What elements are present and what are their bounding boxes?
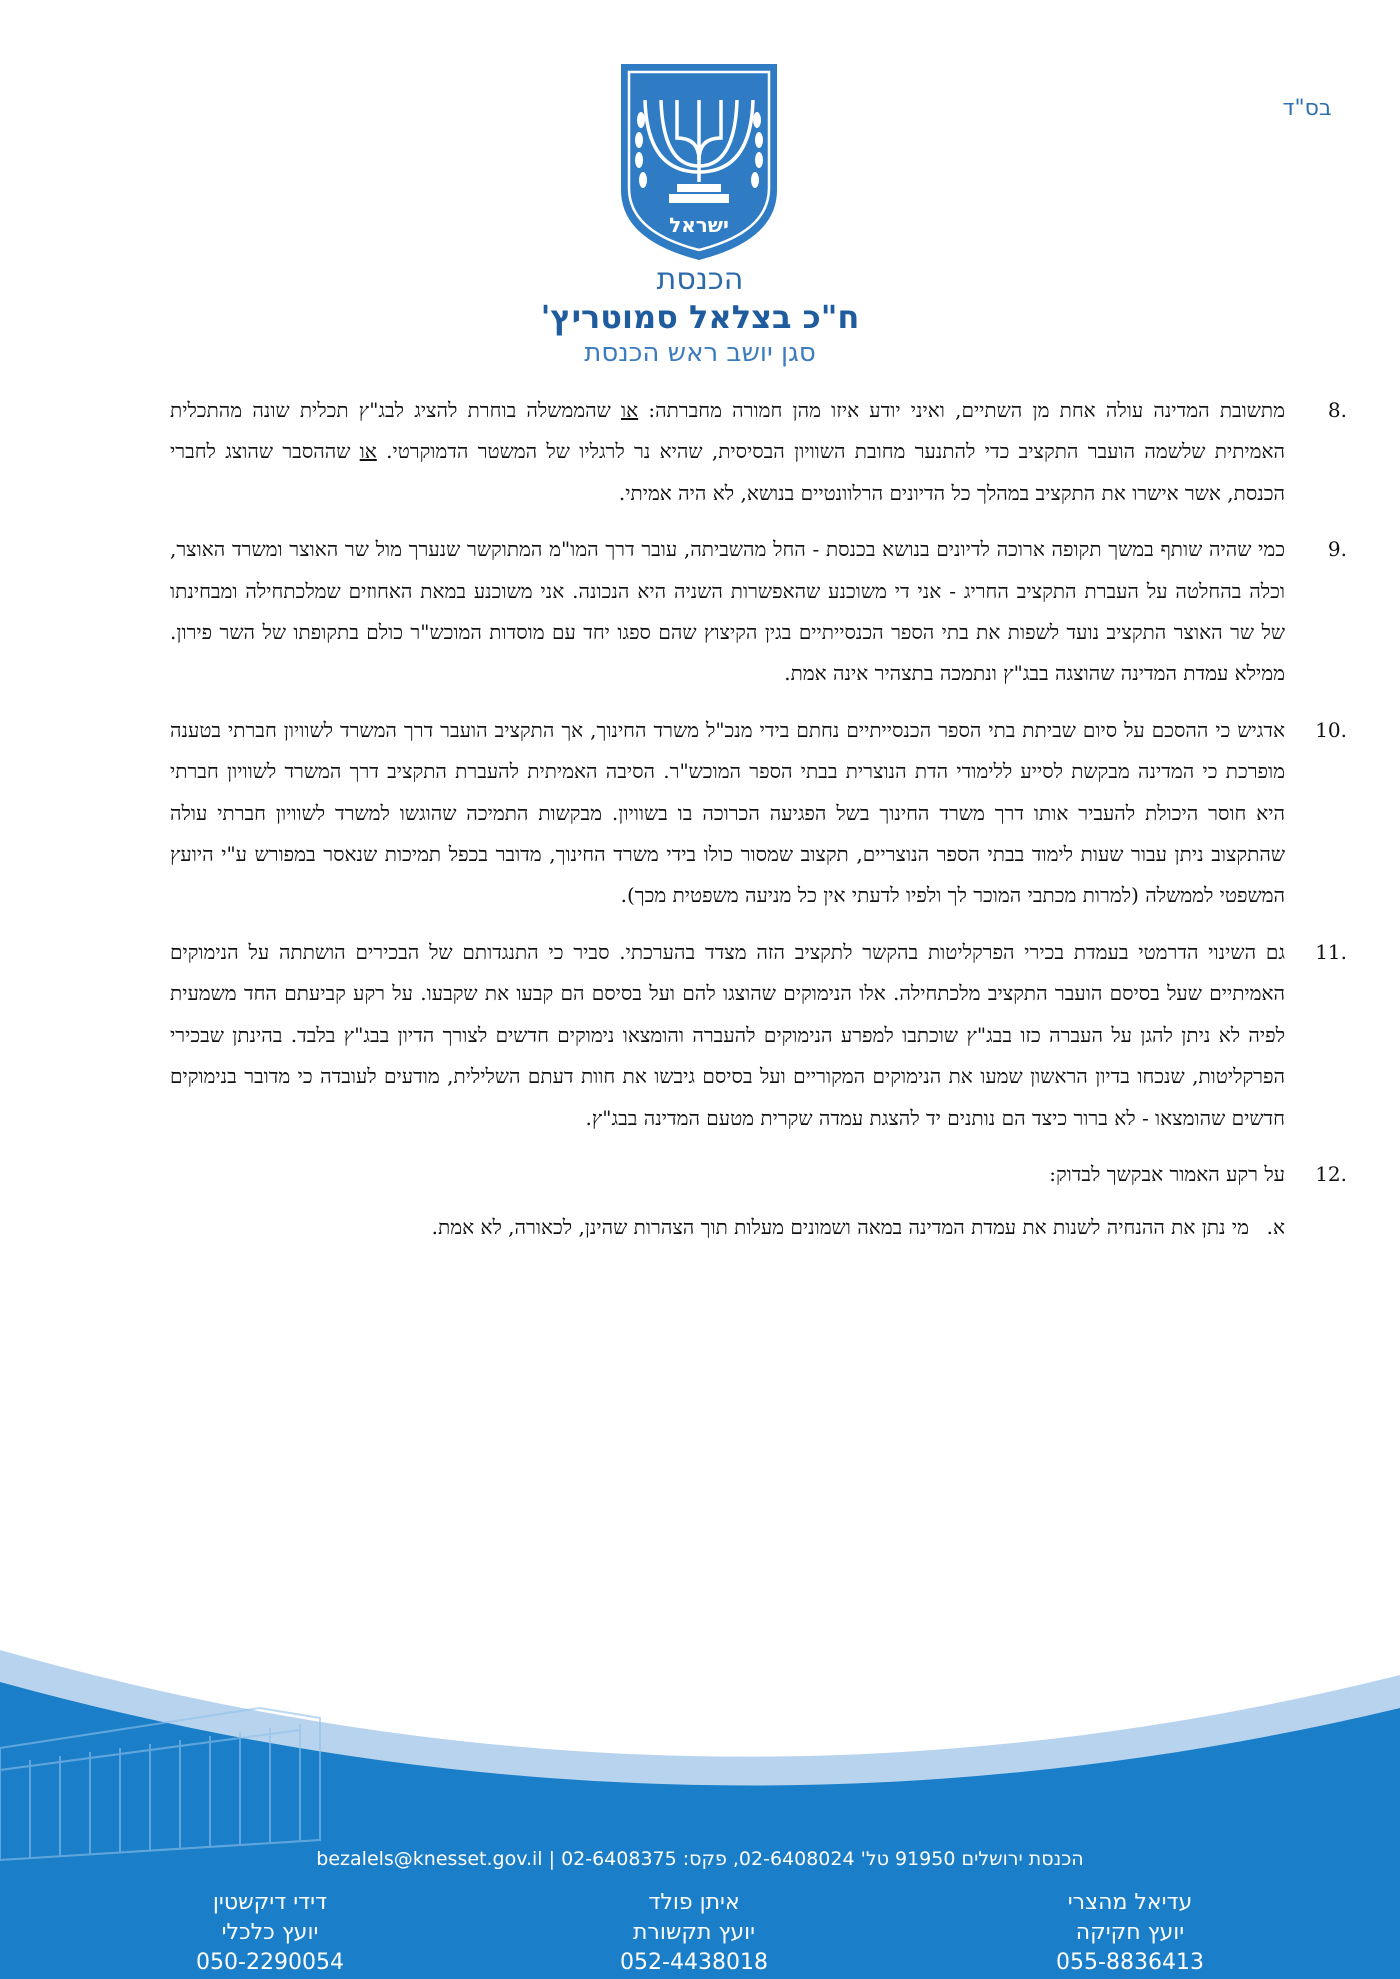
advisor-phone: 055-8836413: [1056, 1950, 1204, 1975]
paragraph-number: 8.: [1327, 398, 1347, 422]
paragraph-text: אדגיש כי ההסכם על סיום שביתת בתי הספר הכנסייתיים נחתם בידי מנכ"ל משרד החינוך, אך התקציב הועבר דרך המשרד לשוויון חברתי בטענה מופרכת כי המדינה מבקשת לסייע ללימודי הדת הנוצרית בבתי הספר המוכש"ר. הסיבה האמיתית להעברת התקציב דרך המשרד לשוויון חברתי היא חוסר היכולת להעביר אותו דרך משרד החינוך בשל הפגיעה הכרוכה בו בשוויון. מבקשות התמיכה שהוגשו למשרד לשוויון חברתי עולה שהתקצוב ניתן עבור שעות לימוד בבתי הספר הנוצריים, תקצוב שמסור כולו בידי משרד החינוך, מדובר בכפל תמיכות שנאסר במפורש ע"י היועץ המשפטי לממשלה (למרות מכתבי המוכר לך ולפיו לדעתי אין כל מניעה משפטית מכך).: [170, 717, 1286, 908]
paragraph-12: [170, 1154, 1347, 1249]
mk-role: סגן יושב ראש הכנסת: [584, 338, 816, 368]
paragraph-text: שההסבר שהוצג לחברי הכנסת, אשר אישרו את התקציב במהלך כל הדיונים הרלוונטיים בנושא, לא היה אמיתי.: [170, 439, 1285, 505]
paragraph-10: [170, 710, 1347, 917]
knesset-emblem: [615, 60, 783, 264]
advisor-card: [140, 1888, 400, 1978]
underlined-word: או: [621, 398, 639, 422]
paragraph-8: [170, 390, 1347, 514]
contact-line: הכנסת ירושלים 91950 טל' 02-6408024, פקס: 02-6408375 | bezalels@knesset.gov.il: [316, 1848, 1084, 1870]
underlined-word: או: [359, 439, 377, 464]
advisor-role: יועץ תקשורת: [632, 1920, 756, 1945]
paragraph-text: על רקע האמור אבקשך לבדוק:: [1049, 1161, 1285, 1186]
org-name: הכנסת: [656, 262, 744, 297]
subitem-a: [170, 1207, 1285, 1248]
advisor-role: יועץ כלכלי: [221, 1920, 319, 1945]
advisor-card: [1000, 1888, 1260, 1978]
bsd-mark: בס"ד: [1282, 96, 1332, 121]
subitem-letter: א.: [1266, 1215, 1285, 1240]
paragraph-text: שהממשלה בוחרת להציג לבג"ץ תכלית שונה מהתכלית האמיתית שלשמה הועבר התקציב כדי להתנער מחובת השוויון הבסיסית, שהיא נר לרגליו של המשטר הדמוקרטי.: [170, 398, 1285, 464]
paragraph-9: [170, 529, 1347, 695]
menorah-emblem-icon: [615, 60, 783, 264]
emblem-text: ישראל: [669, 213, 729, 237]
paragraph-number: 9.: [1327, 537, 1347, 562]
subitem-text: מי נתן את ההנחיה לשנות את עמדת המדינה במאה ושמונים מעלות תוך הצהרות שהינן, לכאורה, לא אמת.: [431, 1215, 1249, 1240]
paragraph-number: 12.: [1315, 1161, 1347, 1186]
advisor-name: איתן פולד: [648, 1890, 740, 1915]
advisor-name: דידי דיקשטין: [212, 1890, 328, 1915]
advisor-phone: 052-4438018: [620, 1950, 768, 1975]
paragraph-number: 10.: [1315, 717, 1347, 742]
advisor-name: עדיאל מהצרי: [1067, 1890, 1193, 1915]
mk-name: ח"כ בצלאל סמוטריץ': [540, 298, 860, 336]
paragraph-text: מתשובת המדינה עולה אחת מן השתיים, ואיני יודע איזו מהן חמורה מחברתה:: [638, 398, 1285, 422]
advisor-phone: 050-2290054: [196, 1950, 344, 1975]
letter-body: [170, 390, 1347, 1264]
paragraph-text: גם השינוי הדרמטי בעמדת בכירי הפרקליטות בהקשר לתקציב הזה מצדד בהערכתי. סביר כי התנגדותם של הבכירים הושתתה על הנימוקים האמיתיים שעל בסיסם הועבר התקציב מלכתחילה. אלו הנימוקים שהוצגו להם ועל בסיסם הם קבעו את שקבעו. על רקע קביעתם החד משמעית לפיה לא ניתן להגן על העברה כזו בבג"ץ שוכתבו למפרע הנימוקים להעברה והומצאו נימוקים חדשים לצורך הדיון בבג"ץ בלבד. בהינתן שבכירי הפרקליטות, שנכחו בדיון הראשון שמעו את הנימוקים המקוריים ועל בסיסם גיבשו את חוות דעתם השלילית, מודעים לעובדה כי מדובר בנימוקים חדשים שהומצאו - לא ברור כיצד הם נותנים יד להצגת עמדה שקרית מטעם המדינה בבג"ץ.: [170, 939, 1285, 1130]
paragraph-number: 11.: [1315, 939, 1347, 964]
advisor-card: [564, 1888, 824, 1978]
paragraph-text: כמי שהיה שותף במשך תקופה ארוכה לדיונים בנושא בכנסת - החל מהשביתה, עובר דרך המו"מ המתוקשר שנערך מול שר האוצר ומשרד האוצר, וכלה בהחלטה על העברת התקציב החריג - אני די משוכנע שהאפשרות השניה היא הנכונה. אני משוכנע במאת האחוזים שמלכתחילה ומבחינתו של שר האוצר התקציב נועד לשפות את בתי הספר הכנסייתיים בגין הקיצוץ שהם ספגו יחד עם מוסדות המוכש"ר כולם בתקופתו של השר פירון. ממילא עמדת המדינה שהוצגה בבג"ץ ונתמכה בתצהיר אינה אמת.: [170, 537, 1285, 686]
advisor-role: יועץ חקיקה: [1075, 1920, 1185, 1945]
paragraph-11: [170, 932, 1347, 1139]
